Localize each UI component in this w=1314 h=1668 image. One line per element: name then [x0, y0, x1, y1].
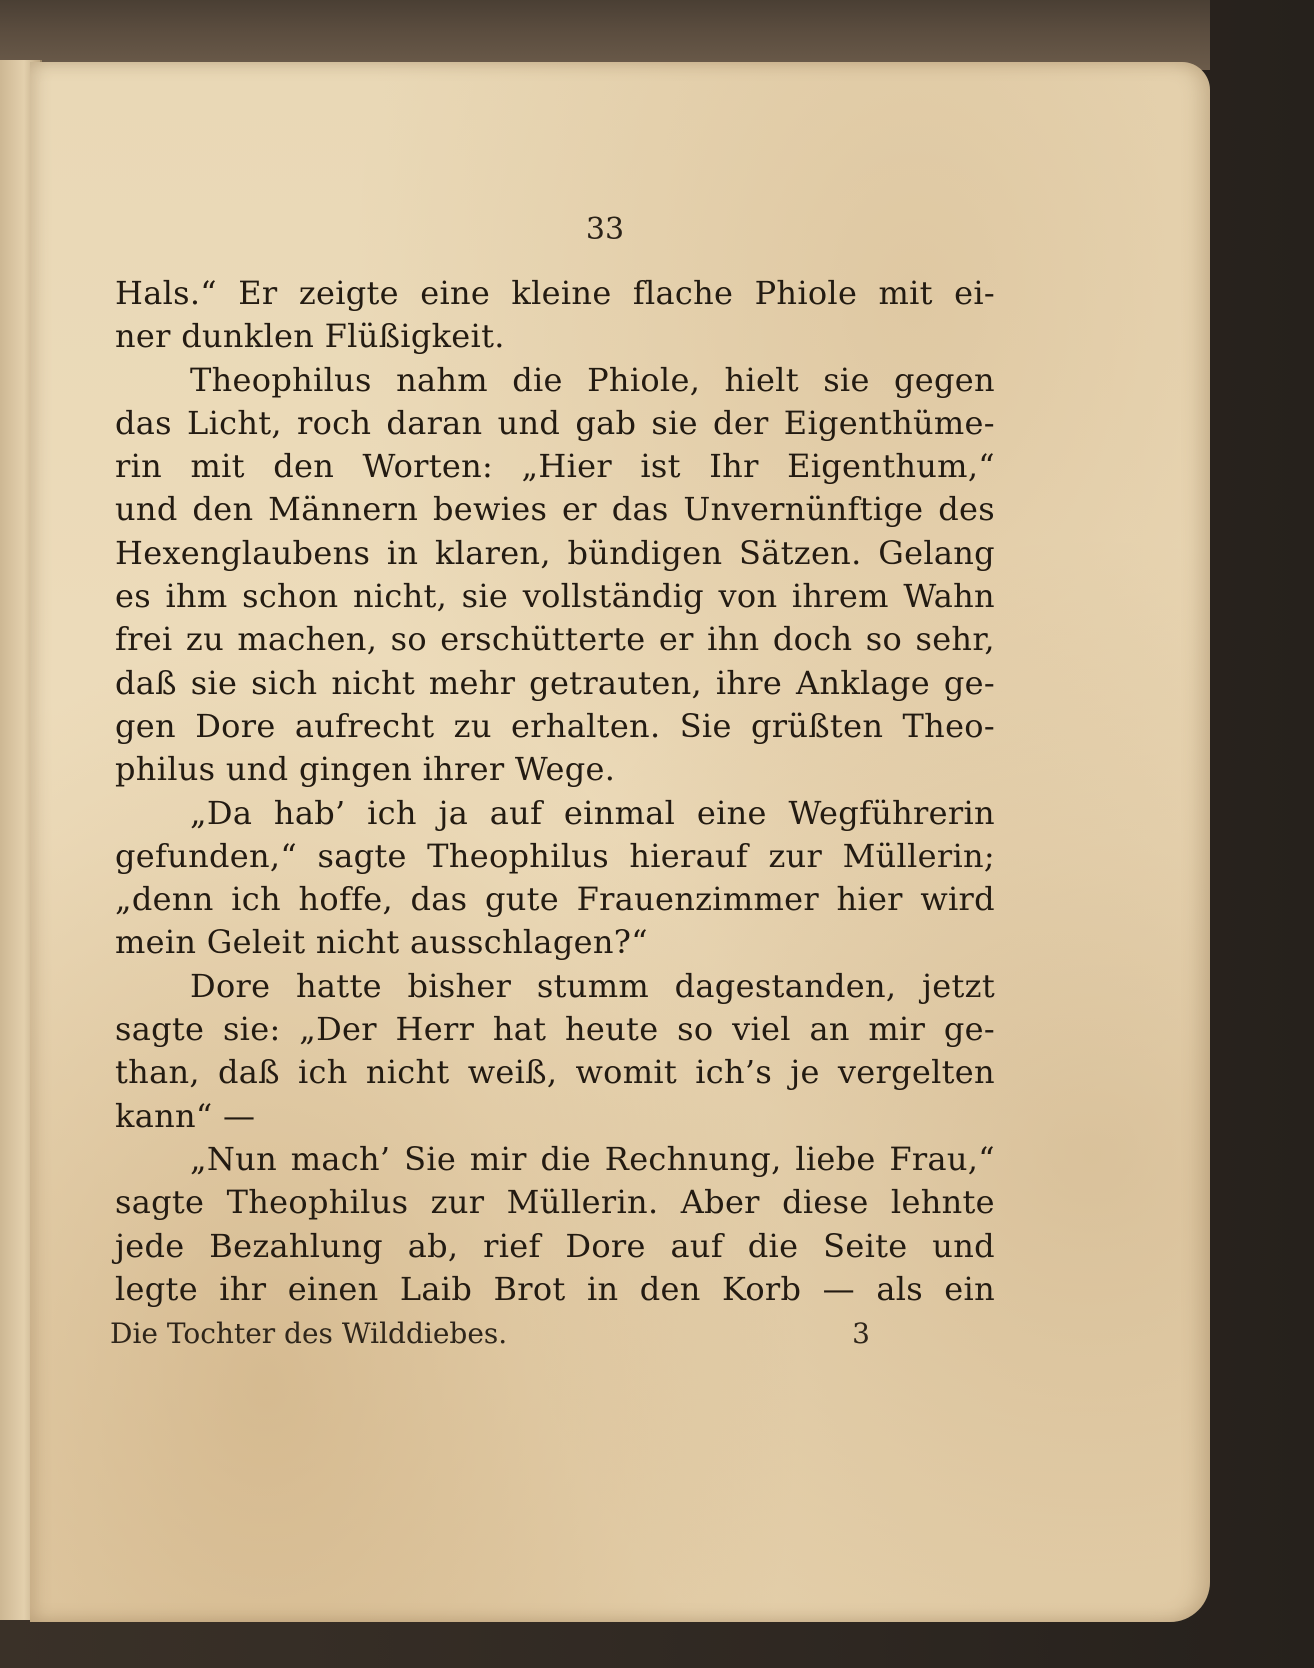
word: sie: [651, 403, 698, 442]
word: vergelten: [837, 1053, 995, 1092]
text-line: [115, 662, 995, 705]
word: mit: [190, 447, 245, 486]
text-line: [115, 359, 995, 402]
text-line: [115, 618, 995, 661]
word: ge-: [943, 1010, 995, 1049]
word: als: [876, 1269, 923, 1308]
text-line: [115, 1268, 995, 1311]
word: mir: [469, 1139, 527, 1178]
word: sie:: [222, 1010, 281, 1049]
word: ich’s: [695, 1053, 773, 1092]
line-text: philus und gingen ihrer Wege.: [115, 750, 616, 789]
word: diese: [782, 1183, 869, 1222]
word: die: [540, 1139, 592, 1178]
word: Theophilus: [226, 1183, 409, 1222]
word: nicht: [365, 1053, 450, 1092]
text-line: [115, 402, 995, 445]
word: schon: [242, 577, 339, 616]
word: roch: [297, 403, 372, 442]
word: und: [497, 403, 561, 442]
word: machen,: [237, 620, 378, 659]
word: so: [865, 620, 903, 659]
word: Theophilus: [190, 360, 372, 399]
word: ihm: [165, 577, 228, 616]
text-line: [115, 315, 995, 358]
word: ich: [367, 793, 417, 832]
word: hielt: [724, 360, 799, 399]
word: Rechnung,: [604, 1139, 782, 1178]
word: Brot: [493, 1269, 566, 1308]
word: Theo-: [902, 706, 995, 745]
word: Hexenglaubens: [115, 533, 371, 572]
word: Bezahlung: [209, 1226, 383, 1265]
word: mehr: [428, 663, 516, 702]
book-cover-edge: [0, 0, 1210, 70]
word: doch: [772, 620, 853, 659]
word: und: [115, 490, 178, 529]
word: wird: [920, 880, 995, 919]
word: Sie: [404, 1139, 457, 1178]
word: viel: [732, 1010, 791, 1049]
page-number: 33: [585, 212, 625, 247]
word: er: [562, 490, 597, 529]
word: hoffe,: [298, 880, 393, 919]
word: frei: [115, 620, 173, 659]
word: zu: [453, 706, 492, 745]
text-line: [115, 1225, 995, 1268]
word: aufrecht: [294, 706, 435, 745]
word: ihrem: [791, 577, 889, 616]
text-line: [115, 835, 995, 878]
word: mach’: [290, 1139, 391, 1178]
word: bewies: [433, 490, 548, 529]
word: Müllerin;: [842, 836, 995, 875]
word: zur: [430, 1183, 485, 1222]
word: das: [611, 490, 669, 529]
word: hier: [836, 880, 903, 919]
word: womit: [575, 1053, 678, 1092]
word: „Nun: [190, 1139, 277, 1178]
word: und: [932, 1226, 995, 1265]
word: Unvernünftige: [683, 490, 924, 529]
page-footer: [110, 1317, 870, 1350]
line-text: kann“ —: [115, 1096, 256, 1135]
word: so: [677, 1010, 714, 1049]
word: ihr: [219, 1269, 267, 1308]
word: klaren,: [435, 533, 551, 572]
word: Ihr: [709, 447, 759, 486]
word: Männern: [268, 490, 419, 529]
word: „Hier: [521, 447, 612, 486]
word: Seite: [823, 1226, 908, 1265]
word: Wegführerin: [788, 793, 995, 832]
word: Dore: [565, 1226, 646, 1265]
word: auf: [489, 793, 543, 832]
text-line: [115, 792, 995, 835]
line-text: ner dunklen Flüßigkeit.: [115, 317, 505, 356]
word: des: [938, 490, 995, 529]
word: der: [713, 403, 769, 442]
word: nicht: [331, 663, 416, 702]
word: Licht,: [187, 403, 282, 442]
word: sagte: [115, 1183, 205, 1222]
word: nahm: [396, 360, 488, 399]
word: erschütterte: [440, 620, 646, 659]
word: hatte: [296, 966, 382, 1005]
word: rief: [483, 1226, 541, 1265]
word: gab: [575, 403, 637, 442]
word: ich: [231, 880, 281, 919]
word: nicht,: [352, 577, 448, 616]
sheet-number: 3: [852, 1317, 870, 1350]
word: auf: [670, 1226, 723, 1265]
word: sie: [461, 577, 509, 616]
word: eine: [696, 793, 767, 832]
word: er: [658, 620, 694, 659]
word: stumm: [536, 966, 649, 1005]
word: das: [115, 403, 172, 442]
word: die: [512, 360, 563, 399]
line-text: mein Geleit nicht ausschlagen?“: [115, 923, 648, 962]
word: ihn: [707, 620, 760, 659]
word: gute: [484, 880, 560, 919]
word: die: [747, 1226, 799, 1265]
word: Dore: [195, 706, 276, 745]
word: kleine: [511, 274, 612, 312]
text-line: [115, 748, 995, 791]
page-body-text: [115, 272, 995, 1311]
text-line: [115, 1051, 995, 1094]
word: bisher: [407, 966, 512, 1005]
word: Frauenzimmer: [576, 880, 819, 919]
word: Wahn: [903, 577, 995, 616]
word: Worten:: [362, 447, 494, 486]
word: ich: [297, 1053, 348, 1092]
word: Eigenthüme-: [783, 403, 995, 442]
word: den: [192, 490, 254, 529]
word: gefunden,“: [115, 836, 298, 875]
word: von: [718, 577, 778, 616]
word: Korb: [722, 1269, 802, 1308]
text-line: [115, 1138, 995, 1181]
text-line: [115, 1008, 995, 1051]
word: bündigen: [567, 533, 723, 572]
word: „Da: [190, 793, 253, 832]
word: erhalten.: [511, 706, 661, 745]
word: hat: [492, 1010, 547, 1049]
word: Anklage: [796, 663, 930, 702]
word: Er: [238, 274, 278, 312]
word: hab’: [273, 793, 346, 832]
word: in: [386, 533, 419, 572]
word: Phiole: [754, 274, 858, 312]
word: den: [639, 1269, 701, 1308]
word: das: [410, 880, 468, 919]
text-line: [115, 488, 995, 531]
text-line: [115, 532, 995, 575]
text-line: [115, 272, 995, 315]
word: Theophilus: [427, 836, 609, 875]
word: Frau,“: [889, 1139, 995, 1178]
word: sagte: [115, 1010, 205, 1049]
word: legte: [115, 1269, 198, 1308]
word: gegen: [894, 360, 995, 399]
book-page: [30, 62, 1210, 1622]
text-line: [115, 921, 995, 964]
word: sie: [823, 360, 870, 399]
word: Aber: [680, 1183, 760, 1222]
word: gen: [115, 706, 176, 745]
word: Sätzen.: [739, 533, 862, 572]
word: ist: [640, 447, 681, 486]
word: Herr: [395, 1010, 475, 1049]
word: flache: [632, 274, 734, 312]
word: —: [822, 1269, 855, 1308]
word: sagte: [317, 836, 407, 875]
word: vollständig: [522, 577, 704, 616]
text-line: [115, 1095, 995, 1138]
word: sich: [251, 663, 318, 702]
word: einmal: [563, 793, 676, 832]
word: lehnte: [890, 1183, 995, 1222]
word: einen: [287, 1269, 379, 1308]
text-line: [115, 705, 995, 748]
word: jetzt: [922, 966, 995, 1005]
word: daß: [115, 663, 177, 702]
word: „Der: [299, 1010, 377, 1049]
word: daß: [217, 1053, 280, 1092]
text-line: [115, 878, 995, 921]
word: sie: [190, 663, 238, 702]
word: grüßten: [750, 706, 884, 745]
word: hierauf: [629, 836, 749, 875]
word: ei-: [954, 274, 995, 312]
word: so: [390, 620, 427, 659]
word: ein: [944, 1269, 995, 1308]
word: ge-: [943, 663, 995, 702]
word: ja: [438, 793, 469, 832]
word: den: [273, 447, 335, 486]
word: zu: [185, 620, 224, 659]
word: ihre: [715, 663, 783, 702]
word: zur: [768, 836, 823, 875]
word: Hals.“: [115, 274, 217, 312]
text-line: [115, 575, 995, 618]
word: heute: [564, 1010, 659, 1049]
word: daran: [386, 403, 483, 442]
word: zeigte: [298, 274, 399, 312]
word: in: [586, 1269, 619, 1308]
word: liebe: [795, 1139, 876, 1178]
word: eine: [420, 274, 491, 312]
word: dagestanden,: [674, 966, 897, 1005]
word: jede: [115, 1226, 185, 1265]
signature-line: Die Tochter des Wilddiebes.: [110, 1317, 508, 1350]
text-line: [115, 1181, 995, 1224]
word: es: [115, 577, 151, 616]
word: weiß,: [467, 1053, 558, 1092]
word: rin: [115, 447, 163, 486]
word: ab,: [407, 1226, 459, 1265]
word: an: [809, 1010, 850, 1049]
word: mir: [868, 1010, 926, 1049]
word: mit: [878, 274, 933, 312]
word: sehr,: [915, 620, 995, 659]
word: Dore: [190, 966, 271, 1005]
word: „denn: [115, 880, 214, 919]
word: Sie: [679, 706, 732, 745]
word: Eigenthum,“: [787, 447, 995, 486]
word: getrauten,: [529, 663, 702, 702]
text-line: [115, 445, 995, 488]
word: Gelang: [878, 533, 995, 572]
word: Laib: [399, 1269, 473, 1308]
word: Müllerin.: [506, 1183, 659, 1222]
word: je: [790, 1053, 820, 1092]
word: than,: [115, 1053, 200, 1092]
word: Phiole,: [587, 360, 701, 399]
text-line: [115, 965, 995, 1008]
